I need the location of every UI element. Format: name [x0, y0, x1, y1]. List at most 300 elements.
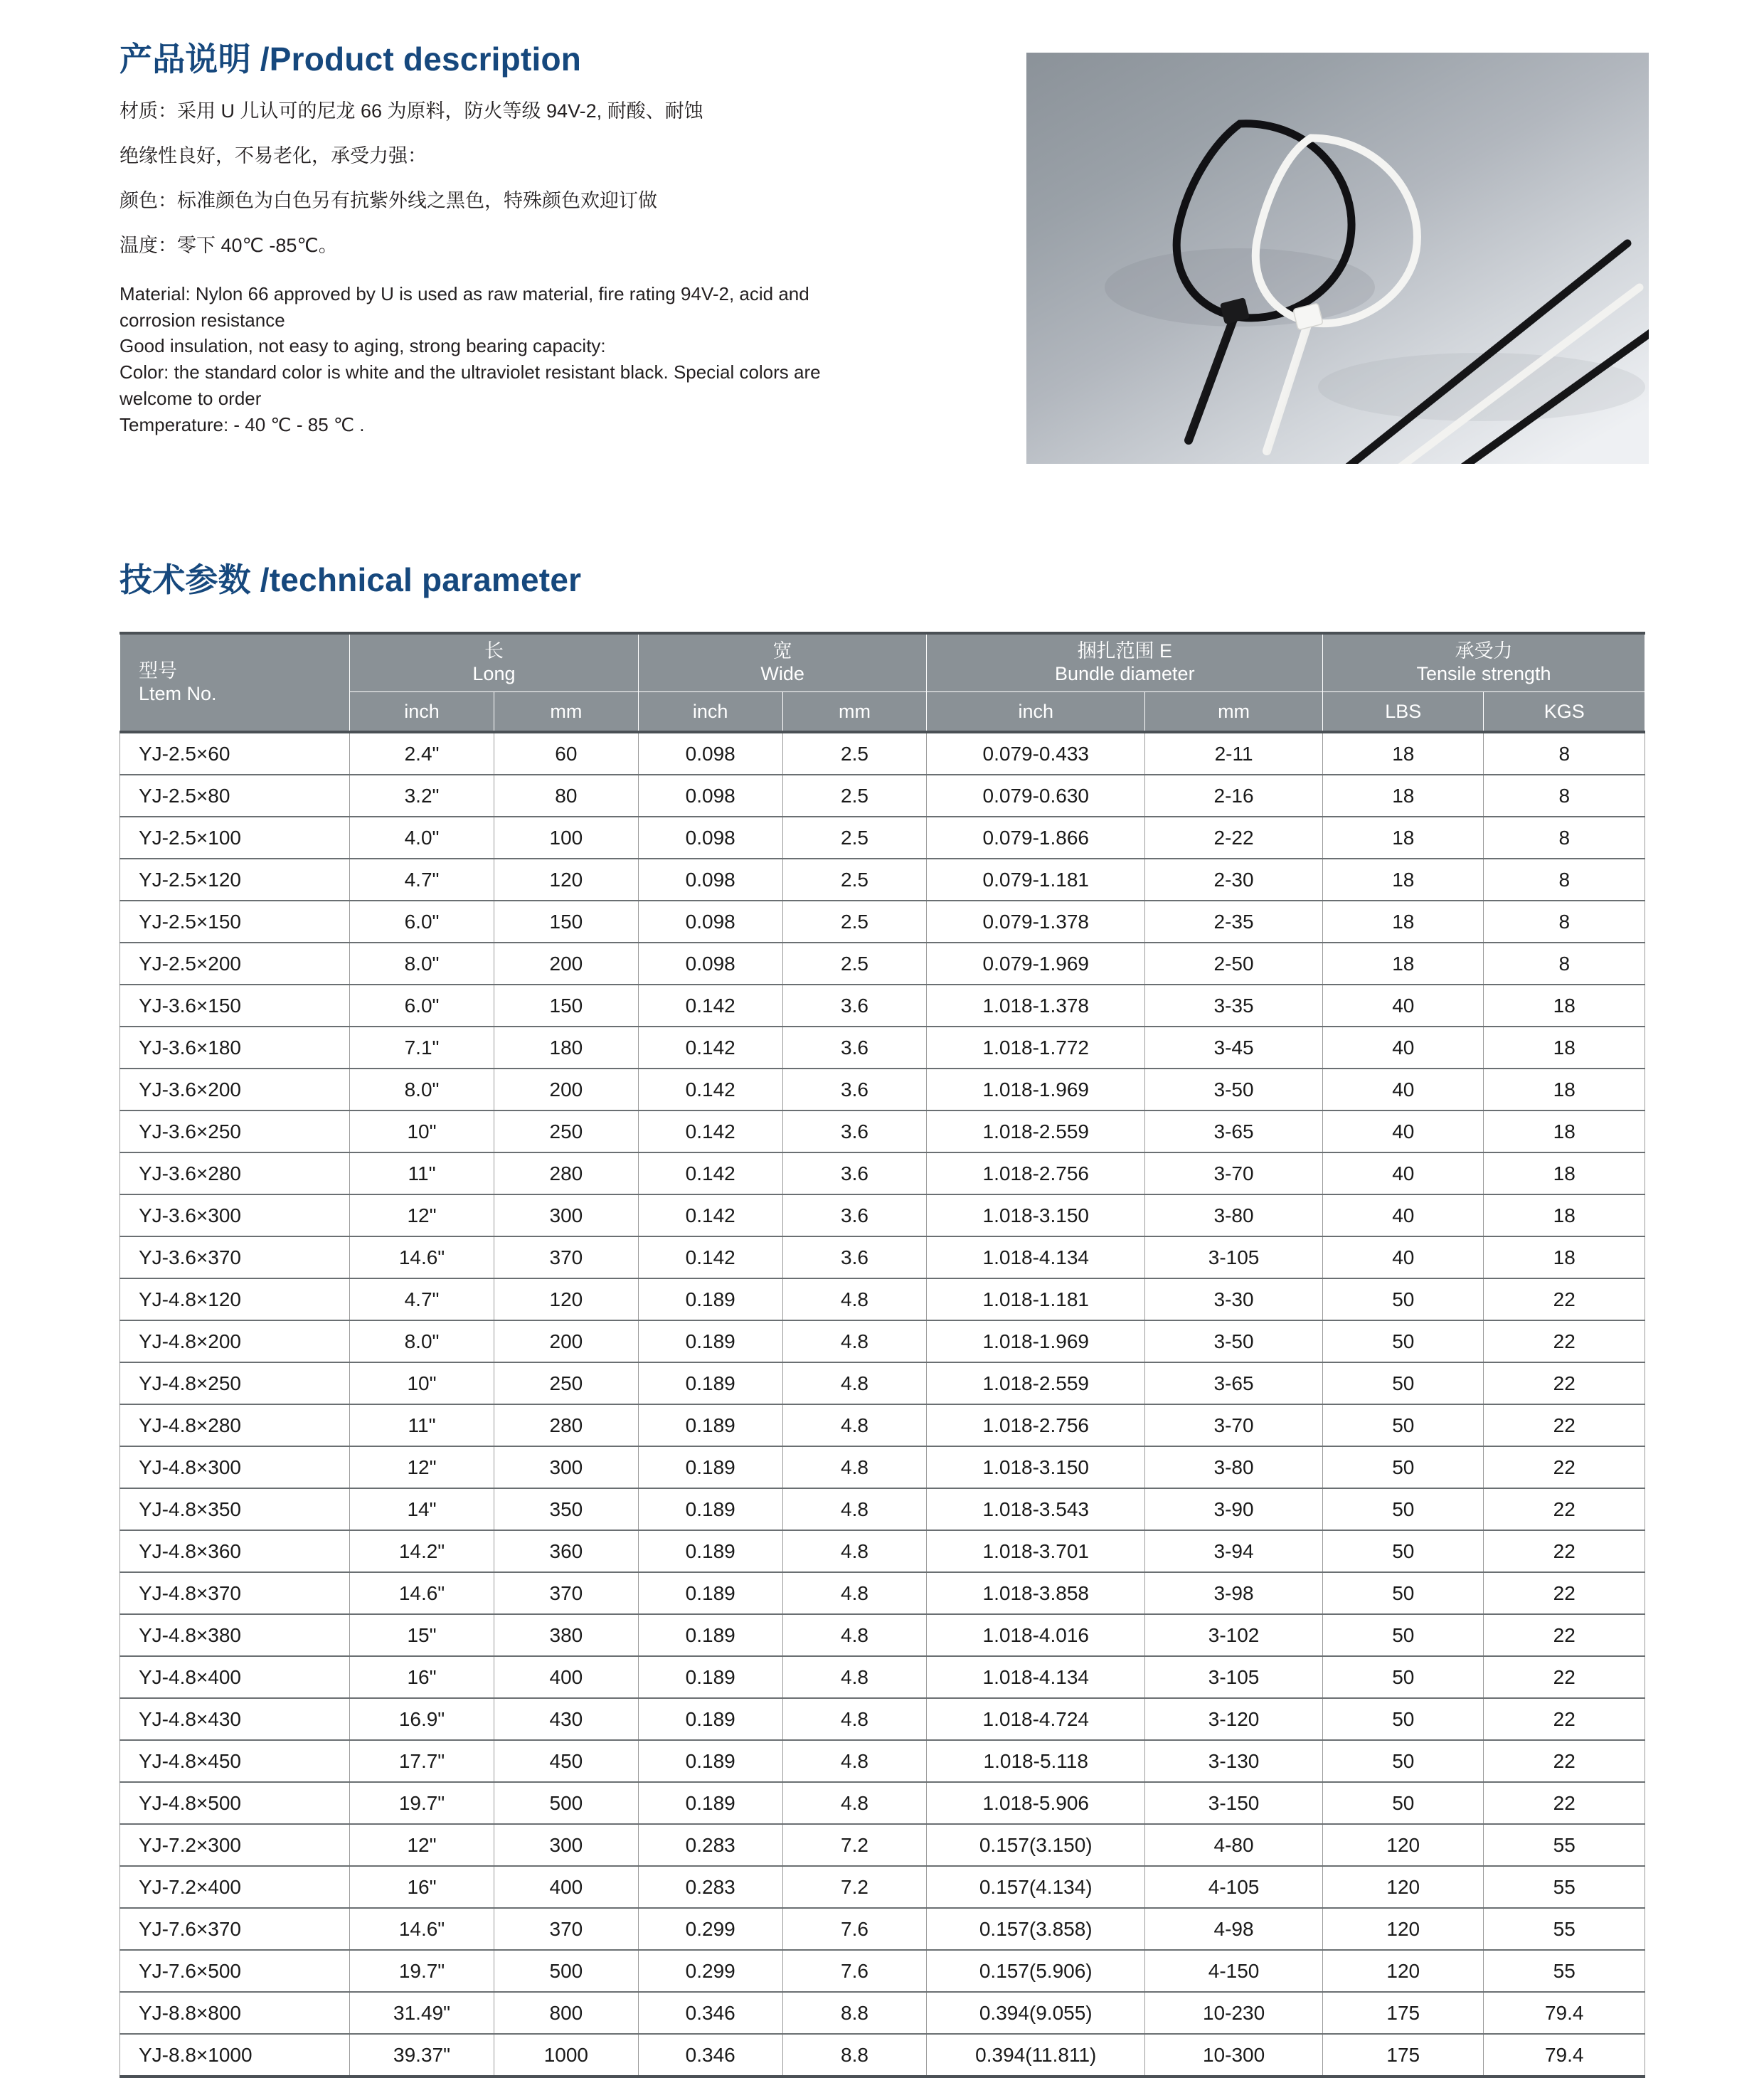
table-row	[120, 732, 1645, 775]
cell-wide-mm: 2.5	[782, 943, 927, 985]
table-row	[120, 775, 1645, 817]
cell-model: YJ-7.6×500	[120, 1950, 350, 1992]
cell-wide-mm: 4.8	[782, 1278, 927, 1320]
cell-bundle-inch: 1.018-3.858	[927, 1572, 1145, 1614]
cell-wide-inch: 0.346	[638, 2034, 782, 2077]
cell-model: YJ-3.6×200	[120, 1069, 350, 1110]
table-row	[120, 1950, 1645, 1992]
cell-bundle-inch: 1.018-3.701	[927, 1530, 1145, 1572]
cell-wide-mm: 3.6	[782, 1236, 927, 1278]
cell-bundle-inch: 1.018-1.378	[927, 985, 1145, 1027]
cell-long-mm: 200	[494, 1069, 638, 1110]
description-en-line: Color: the standard color is white and the ultraviolet resistant black. Special colors are	[119, 361, 821, 383]
cell-model: YJ-3.6×250	[120, 1110, 350, 1152]
cell-wide-mm: 3.6	[782, 1194, 927, 1236]
cell-long-mm: 1000	[494, 2034, 638, 2077]
header-wide-en: Wide	[760, 663, 804, 684]
cell-model: YJ-7.2×400	[120, 1866, 350, 1908]
cell-tensile-kgs: 8	[1484, 775, 1645, 817]
cell-long-inch: 11"	[350, 1152, 494, 1194]
cell-wide-mm: 7.6	[782, 1908, 927, 1950]
cell-long-mm: 400	[494, 1866, 638, 1908]
cell-tensile-kgs: 22	[1484, 1698, 1645, 1740]
cell-tensile-kgs: 55	[1484, 1908, 1645, 1950]
cell-bundle-mm: 2-16	[1145, 775, 1323, 817]
cell-tensile-kgs: 55	[1484, 1824, 1645, 1866]
cell-bundle-mm: 4-150	[1145, 1950, 1323, 1992]
cell-tensile-kgs: 22	[1484, 1362, 1645, 1404]
cell-wide-mm: 4.8	[782, 1446, 927, 1488]
cell-long-inch: 8.0"	[350, 1320, 494, 1362]
cell-long-mm: 60	[494, 732, 638, 775]
cell-long-inch: 12"	[350, 1446, 494, 1488]
cell-long-mm: 370	[494, 1908, 638, 1950]
header-group-tensile-strength	[1323, 633, 1645, 692]
cell-long-inch: 14.6"	[350, 1572, 494, 1614]
cell-bundle-mm: 4-80	[1145, 1824, 1323, 1866]
cell-wide-inch: 0.142	[638, 1027, 782, 1069]
cell-long-mm: 300	[494, 1446, 638, 1488]
cell-long-mm: 80	[494, 775, 638, 817]
cell-bundle-mm: 3-50	[1145, 1069, 1323, 1110]
cell-wide-mm: 2.5	[782, 775, 927, 817]
cell-tensile-kgs: 8	[1484, 859, 1645, 901]
cell-bundle-mm: 4-105	[1145, 1866, 1323, 1908]
cell-bundle-mm: 2-11	[1145, 732, 1323, 775]
cell-tensile-lbs: 50	[1323, 1698, 1484, 1740]
cell-wide-mm: 4.8	[782, 1488, 927, 1530]
cell-wide-inch: 0.142	[638, 1110, 782, 1152]
cell-wide-inch: 0.189	[638, 1278, 782, 1320]
table-row	[120, 1362, 1645, 1404]
cell-model: YJ-7.6×370	[120, 1908, 350, 1950]
cell-long-mm: 120	[494, 859, 638, 901]
spec-table-wrapper	[119, 632, 1645, 2078]
description-cn-line: 材质：采用 U 儿认可的尼龙 66 为原料，防火等级 94V-2, 耐酸、耐蚀	[119, 100, 703, 122]
header-long-cn: 长	[484, 640, 504, 662]
description-en-line: Material: Nylon 66 approved by U is used as raw material, fire rating 94V-2, acid and	[119, 282, 809, 304]
cell-bundle-inch: 1.018-4.134	[927, 1656, 1145, 1698]
cell-long-inch: 14.6"	[350, 1236, 494, 1278]
cell-tensile-lbs: 50	[1323, 1782, 1484, 1824]
cell-wide-mm: 7.2	[782, 1866, 927, 1908]
header-group-bundle-diameter	[927, 633, 1323, 692]
cell-wide-mm: 7.6	[782, 1950, 927, 1992]
cell-model: YJ-4.8×380	[120, 1614, 350, 1656]
table-row	[120, 1782, 1645, 1824]
cell-tensile-kgs: 22	[1484, 1278, 1645, 1320]
cell-bundle-mm: 3-80	[1145, 1194, 1323, 1236]
cell-model: YJ-4.8×360	[120, 1530, 350, 1572]
cell-wide-mm: 3.6	[782, 985, 927, 1027]
cell-model: YJ-3.6×180	[120, 1027, 350, 1069]
cell-model: YJ-3.6×280	[120, 1152, 350, 1194]
cell-long-mm: 300	[494, 1194, 638, 1236]
cell-tensile-lbs: 50	[1323, 1530, 1484, 1572]
cell-tensile-lbs: 50	[1323, 1362, 1484, 1404]
cell-tensile-kgs: 18	[1484, 985, 1645, 1027]
cell-long-inch: 14"	[350, 1488, 494, 1530]
table-row	[120, 1614, 1645, 1656]
cell-bundle-inch: 1.018-3.150	[927, 1446, 1145, 1488]
cell-tensile-kgs: 18	[1484, 1194, 1645, 1236]
cell-tensile-lbs: 40	[1323, 1069, 1484, 1110]
cell-long-inch: 19.7"	[350, 1782, 494, 1824]
cell-wide-inch: 0.189	[638, 1446, 782, 1488]
cell-wide-inch: 0.098	[638, 901, 782, 943]
cell-long-inch: 14.2"	[350, 1530, 494, 1572]
cell-bundle-inch: 0.394(9.055)	[927, 1992, 1145, 2034]
header-long-mm: mm	[494, 692, 638, 733]
cell-long-inch: 31.49"	[350, 1992, 494, 2034]
cell-tensile-lbs: 40	[1323, 985, 1484, 1027]
cell-long-inch: 10"	[350, 1110, 494, 1152]
cell-wide-inch: 0.189	[638, 1404, 782, 1446]
cell-tensile-lbs: 120	[1323, 1950, 1484, 1992]
cell-wide-inch: 0.189	[638, 1320, 782, 1362]
cell-bundle-inch: 1.018-1.181	[927, 1278, 1145, 1320]
cell-bundle-mm: 10-230	[1145, 1992, 1323, 2034]
product-photo	[1026, 53, 1649, 464]
cell-tensile-lbs: 120	[1323, 1866, 1484, 1908]
cell-long-mm: 200	[494, 1320, 638, 1362]
cell-long-inch: 4.7"	[350, 859, 494, 901]
cell-tensile-kgs: 22	[1484, 1530, 1645, 1572]
cell-bundle-inch: 0.079-1.378	[927, 901, 1145, 943]
cell-long-inch: 12"	[350, 1824, 494, 1866]
cell-tensile-kgs: 18	[1484, 1110, 1645, 1152]
table-row	[120, 1656, 1645, 1698]
cell-tensile-kgs: 8	[1484, 901, 1645, 943]
cell-bundle-mm: 4-98	[1145, 1908, 1323, 1950]
cell-long-inch: 15"	[350, 1614, 494, 1656]
cell-tensile-kgs: 22	[1484, 1404, 1645, 1446]
cell-long-mm: 120	[494, 1278, 638, 1320]
cell-tensile-lbs: 50	[1323, 1656, 1484, 1698]
cell-wide-inch: 0.299	[638, 1908, 782, 1950]
cell-tensile-lbs: 18	[1323, 859, 1484, 901]
cell-wide-mm: 2.5	[782, 817, 927, 859]
table-row	[120, 2034, 1645, 2077]
cell-bundle-inch: 1.018-2.756	[927, 1404, 1145, 1446]
cell-long-inch: 11"	[350, 1404, 494, 1446]
cell-tensile-kgs: 18	[1484, 1236, 1645, 1278]
cell-model: YJ-4.8×350	[120, 1488, 350, 1530]
cell-long-inch: 16"	[350, 1866, 494, 1908]
cell-model: YJ-3.6×370	[120, 1236, 350, 1278]
table-row	[120, 1824, 1645, 1866]
cell-wide-mm: 7.2	[782, 1824, 927, 1866]
cell-wide-inch: 0.189	[638, 1530, 782, 1572]
cell-model: YJ-4.8×200	[120, 1320, 350, 1362]
cell-bundle-mm: 3-70	[1145, 1152, 1323, 1194]
cell-bundle-inch: 1.018-3.150	[927, 1194, 1145, 1236]
cell-wide-mm: 3.6	[782, 1152, 927, 1194]
cell-long-inch: 8.0"	[350, 943, 494, 985]
cell-bundle-inch: 1.018-5.118	[927, 1740, 1145, 1782]
cable-ties-illustration	[1026, 53, 1649, 464]
table-row	[120, 1404, 1645, 1446]
cell-model: YJ-2.5×100	[120, 817, 350, 859]
cell-wide-mm: 4.8	[782, 1656, 927, 1698]
cell-tensile-lbs: 50	[1323, 1572, 1484, 1614]
cell-long-mm: 500	[494, 1782, 638, 1824]
cell-bundle-inch: 0.157(3.150)	[927, 1824, 1145, 1866]
cell-wide-mm: 4.8	[782, 1782, 927, 1824]
header-model-en: Ltem No.	[139, 682, 217, 704]
description-en-line: welcome to order	[119, 388, 262, 410]
cell-wide-inch: 0.283	[638, 1824, 782, 1866]
table-row	[120, 1866, 1645, 1908]
cell-long-mm: 150	[494, 901, 638, 943]
header-tensile-cn: 承受力	[1455, 640, 1513, 662]
cell-bundle-mm: 3-105	[1145, 1656, 1323, 1698]
cell-wide-inch: 0.283	[638, 1866, 782, 1908]
description-en-line: corrosion resistance	[119, 309, 285, 331]
cell-long-inch: 2.4"	[350, 732, 494, 775]
spec-table-body	[120, 732, 1645, 2077]
cell-long-mm: 300	[494, 1824, 638, 1866]
cell-bundle-inch: 0.157(4.134)	[927, 1866, 1145, 1908]
cell-wide-inch: 0.299	[638, 1950, 782, 1992]
description-en-line: Temperature: - 40 ℃ - 85 ℃ .	[119, 414, 365, 436]
cell-wide-mm: 2.5	[782, 732, 927, 775]
cell-wide-inch: 0.189	[638, 1614, 782, 1656]
cell-bundle-inch: 1.018-1.969	[927, 1320, 1145, 1362]
cell-wide-mm: 4.8	[782, 1698, 927, 1740]
cell-tensile-kgs: 55	[1484, 1866, 1645, 1908]
cell-wide-mm: 4.8	[782, 1572, 927, 1614]
table-row	[120, 1992, 1645, 2034]
cell-bundle-mm: 3-80	[1145, 1446, 1323, 1488]
table-row	[120, 1740, 1645, 1782]
cell-wide-inch: 0.142	[638, 1152, 782, 1194]
table-row	[120, 1027, 1645, 1069]
cell-tensile-kgs: 22	[1484, 1614, 1645, 1656]
cell-bundle-inch: 1.018-3.543	[927, 1488, 1145, 1530]
cell-long-mm: 380	[494, 1614, 638, 1656]
cell-long-mm: 200	[494, 943, 638, 985]
cell-wide-inch: 0.098	[638, 943, 782, 985]
cell-long-inch: 10"	[350, 1362, 494, 1404]
cell-long-inch: 16"	[350, 1656, 494, 1698]
cell-wide-inch: 0.189	[638, 1572, 782, 1614]
cell-long-inch: 4.7"	[350, 1278, 494, 1320]
cell-bundle-inch: 0.157(3.858)	[927, 1908, 1145, 1950]
cell-long-mm: 360	[494, 1530, 638, 1572]
cell-wide-mm: 2.5	[782, 901, 927, 943]
cell-tensile-lbs: 175	[1323, 2034, 1484, 2077]
cell-model: YJ-4.8×250	[120, 1362, 350, 1404]
cell-long-inch: 8.0"	[350, 1069, 494, 1110]
cell-long-mm: 370	[494, 1236, 638, 1278]
cell-long-inch: 19.7"	[350, 1950, 494, 1992]
cell-wide-mm: 3.6	[782, 1027, 927, 1069]
cell-bundle-mm: 3-90	[1145, 1488, 1323, 1530]
header-bundle-cn: 捆扎范围 E	[1077, 640, 1172, 662]
cell-tensile-kgs: 18	[1484, 1152, 1645, 1194]
header-wide-mm: mm	[782, 692, 927, 733]
cell-model: YJ-4.8×370	[120, 1572, 350, 1614]
table-row	[120, 1446, 1645, 1488]
table-row	[120, 1194, 1645, 1236]
cell-model: YJ-4.8×120	[120, 1278, 350, 1320]
cell-wide-inch: 0.189	[638, 1362, 782, 1404]
cell-tensile-lbs: 40	[1323, 1236, 1484, 1278]
cell-model: YJ-4.8×430	[120, 1698, 350, 1740]
cell-tensile-lbs: 50	[1323, 1446, 1484, 1488]
table-row	[120, 859, 1645, 901]
cell-bundle-inch: 1.018-1.969	[927, 1069, 1145, 1110]
cell-wide-inch: 0.098	[638, 775, 782, 817]
cell-bundle-inch: 1.018-2.559	[927, 1362, 1145, 1404]
cell-long-inch: 39.37"	[350, 2034, 494, 2077]
cell-bundle-mm: 3-65	[1145, 1110, 1323, 1152]
cell-tensile-kgs: 55	[1484, 1950, 1645, 1992]
cell-bundle-mm: 3-150	[1145, 1782, 1323, 1824]
description-cn-line: 温度：零下 40℃ -85℃。	[119, 234, 338, 256]
cell-model: YJ-4.8×280	[120, 1404, 350, 1446]
header-bundle-mm: mm	[1145, 692, 1323, 733]
table-row	[120, 1572, 1645, 1614]
header-group-wide	[638, 633, 927, 692]
cell-wide-inch: 0.142	[638, 985, 782, 1027]
cell-long-mm: 150	[494, 985, 638, 1027]
cell-long-mm: 250	[494, 1362, 638, 1404]
table-row	[120, 1278, 1645, 1320]
cell-wide-inch: 0.142	[638, 1194, 782, 1236]
spec-table	[119, 632, 1645, 2078]
cell-model: YJ-2.5×80	[120, 775, 350, 817]
header-model	[120, 633, 350, 732]
cell-tensile-kgs: 22	[1484, 1656, 1645, 1698]
header-wide-inch: inch	[638, 692, 782, 733]
cell-wide-inch: 0.346	[638, 1992, 782, 2034]
cell-tensile-kgs: 22	[1484, 1782, 1645, 1824]
technical-parameter-section	[119, 562, 581, 622]
cell-tensile-lbs: 120	[1323, 1824, 1484, 1866]
header-model-cn: 型号	[139, 659, 177, 682]
cell-bundle-mm: 3-70	[1145, 1404, 1323, 1446]
cell-long-mm: 400	[494, 1656, 638, 1698]
cell-bundle-inch: 0.079-0.630	[927, 775, 1145, 817]
cell-bundle-inch: 0.079-0.433	[927, 732, 1145, 775]
header-tensile-lbs: LBS	[1323, 692, 1484, 733]
cell-model: YJ-3.6×150	[120, 985, 350, 1027]
cell-tensile-kgs: 22	[1484, 1488, 1645, 1530]
cell-long-mm: 280	[494, 1152, 638, 1194]
cell-tensile-lbs: 18	[1323, 732, 1484, 775]
cell-model: YJ-4.8×400	[120, 1656, 350, 1698]
cell-wide-inch: 0.098	[638, 817, 782, 859]
cell-model: YJ-2.5×150	[120, 901, 350, 943]
cell-tensile-lbs: 50	[1323, 1740, 1484, 1782]
cell-wide-inch: 0.098	[638, 859, 782, 901]
cell-model: YJ-8.8×1000	[120, 2034, 350, 2077]
cell-wide-mm: 3.6	[782, 1110, 927, 1152]
product-description-title: 产品说明 /Product description	[119, 41, 582, 78]
header-long-en: Long	[472, 663, 516, 684]
cell-wide-mm: 4.8	[782, 1530, 927, 1572]
cell-wide-mm: 4.8	[782, 1740, 927, 1782]
cell-long-inch: 3.2"	[350, 775, 494, 817]
cell-bundle-mm: 3-120	[1145, 1698, 1323, 1740]
table-row	[120, 1698, 1645, 1740]
cell-tensile-kgs: 22	[1484, 1446, 1645, 1488]
cell-model: YJ-2.5×200	[120, 943, 350, 985]
cell-tensile-lbs: 175	[1323, 1992, 1484, 2034]
cell-wide-mm: 2.5	[782, 859, 927, 901]
cell-long-inch: 16.9"	[350, 1698, 494, 1740]
cell-wide-inch: 0.142	[638, 1069, 782, 1110]
cell-tensile-lbs: 18	[1323, 943, 1484, 985]
table-row	[120, 1908, 1645, 1950]
cell-wide-mm: 4.8	[782, 1320, 927, 1362]
cell-wide-inch: 0.098	[638, 732, 782, 775]
cell-tensile-kgs: 22	[1484, 1740, 1645, 1782]
cell-tensile-lbs: 50	[1323, 1488, 1484, 1530]
cell-model: YJ-4.8×300	[120, 1446, 350, 1488]
spec-table-head	[120, 633, 1645, 732]
cell-wide-mm: 4.8	[782, 1404, 927, 1446]
cell-tensile-kgs: 22	[1484, 1572, 1645, 1614]
cell-tensile-lbs: 50	[1323, 1320, 1484, 1362]
cell-tensile-kgs: 22	[1484, 1320, 1645, 1362]
cell-bundle-mm: 2-22	[1145, 817, 1323, 859]
cell-wide-inch: 0.189	[638, 1782, 782, 1824]
cell-tensile-lbs: 50	[1323, 1278, 1484, 1320]
cell-long-mm: 250	[494, 1110, 638, 1152]
cell-bundle-inch: 1.018-4.724	[927, 1698, 1145, 1740]
cell-bundle-mm: 2-50	[1145, 943, 1323, 985]
cell-bundle-mm: 3-102	[1145, 1614, 1323, 1656]
cell-long-inch: 17.7"	[350, 1740, 494, 1782]
cell-wide-mm: 8.8	[782, 1992, 927, 2034]
description-english-lines	[119, 281, 987, 438]
technical-parameter-title: 技术参数 /technical parameter	[119, 561, 582, 598]
cell-tensile-lbs: 120	[1323, 1908, 1484, 1950]
cell-bundle-mm: 3-105	[1145, 1236, 1323, 1278]
cell-long-mm: 180	[494, 1027, 638, 1069]
table-row	[120, 1530, 1645, 1572]
cell-bundle-mm: 3-98	[1145, 1572, 1323, 1614]
table-row	[120, 1110, 1645, 1152]
cell-tensile-lbs: 50	[1323, 1614, 1484, 1656]
table-row	[120, 1320, 1645, 1362]
header-group-long	[350, 633, 639, 692]
cell-model: YJ-4.8×450	[120, 1740, 350, 1782]
cell-long-inch: 7.1"	[350, 1027, 494, 1069]
cell-long-mm: 500	[494, 1950, 638, 1992]
cell-bundle-mm: 3-35	[1145, 985, 1323, 1027]
cell-model: YJ-7.2×300	[120, 1824, 350, 1866]
cell-bundle-inch: 1.018-1.772	[927, 1027, 1145, 1069]
table-row	[120, 817, 1645, 859]
cell-long-mm: 430	[494, 1698, 638, 1740]
header-tensile-en: Tensile strength	[1416, 663, 1551, 684]
cell-long-inch: 4.0"	[350, 817, 494, 859]
cell-bundle-mm: 10-300	[1145, 2034, 1323, 2077]
cell-tensile-lbs: 40	[1323, 1110, 1484, 1152]
cell-model: YJ-3.6×300	[120, 1194, 350, 1236]
cell-bundle-mm: 2-35	[1145, 901, 1323, 943]
cell-wide-inch: 0.189	[638, 1488, 782, 1530]
cell-tensile-kgs: 79.4	[1484, 2034, 1645, 2077]
cell-tensile-kgs: 18	[1484, 1027, 1645, 1069]
cell-long-mm: 350	[494, 1488, 638, 1530]
cell-bundle-inch: 0.394(11.811)	[927, 2034, 1145, 2077]
cell-bundle-mm: 3-130	[1145, 1740, 1323, 1782]
